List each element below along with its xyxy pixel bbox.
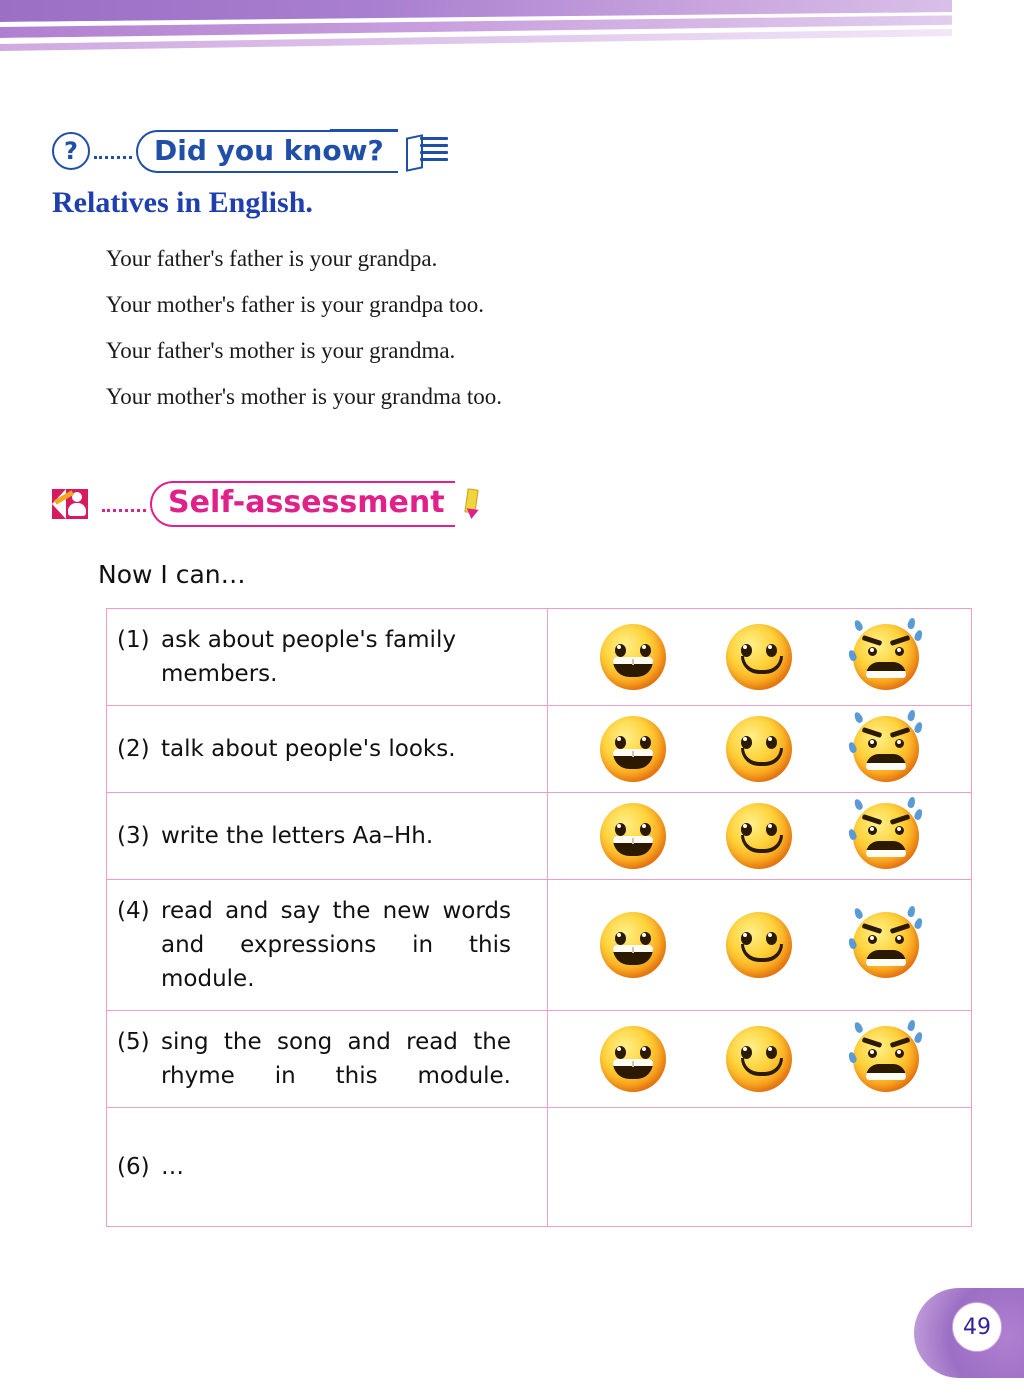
item-number: (4) bbox=[117, 898, 150, 924]
rating-face-happy[interactable] bbox=[600, 1026, 666, 1092]
table-row bbox=[107, 1108, 972, 1227]
table-cell-statement bbox=[107, 1011, 548, 1108]
rating-face-happy[interactable] bbox=[600, 803, 666, 869]
open-book-icon bbox=[404, 134, 450, 168]
item-text: … bbox=[161, 1154, 184, 1180]
table-cell-statement bbox=[107, 880, 548, 1011]
now-i-can-prompt: Now I can… bbox=[98, 560, 246, 589]
relatives-section-title: Relatives in English. bbox=[52, 186, 313, 219]
rating-face-ok[interactable] bbox=[726, 803, 792, 869]
flag-person-icon bbox=[52, 487, 96, 521]
item-number: (1) bbox=[117, 627, 150, 653]
table-cell-rating bbox=[548, 880, 972, 1011]
table-cell-rating bbox=[548, 1011, 972, 1108]
page-top-banner bbox=[0, 0, 1024, 58]
table-cell-statement bbox=[107, 609, 548, 706]
rating-face-struggling[interactable] bbox=[853, 912, 919, 978]
rating-face-happy[interactable] bbox=[600, 624, 666, 690]
table-cell-rating bbox=[548, 609, 972, 706]
item-number: (5) bbox=[117, 1029, 150, 1055]
question-mark-icon: ? bbox=[52, 132, 90, 170]
self-assessment-header bbox=[52, 480, 485, 528]
rating-face-struggling[interactable] bbox=[853, 716, 919, 782]
rating-face-ok[interactable] bbox=[726, 1026, 792, 1092]
item-text: write the letters Aa–Hh. bbox=[161, 823, 434, 849]
rating-face-ok[interactable] bbox=[726, 912, 792, 978]
rating-face-happy[interactable] bbox=[600, 912, 666, 978]
rating-face-happy[interactable] bbox=[600, 716, 666, 782]
rating-face-ok[interactable] bbox=[726, 716, 792, 782]
rating-face-struggling[interactable] bbox=[853, 1026, 919, 1092]
item-number: (2) bbox=[117, 736, 150, 762]
item-number: (3) bbox=[117, 823, 150, 849]
table-cell-rating bbox=[548, 706, 972, 793]
item-text: ask about people's family members. bbox=[161, 627, 456, 687]
table-row bbox=[107, 609, 972, 706]
relatives-line: Your mother's mother is your grandma too. bbox=[106, 384, 502, 409]
relatives-line: Your father's father is your grandpa. bbox=[106, 246, 438, 271]
table-cell-statement bbox=[107, 706, 548, 793]
rating-face-struggling[interactable] bbox=[853, 624, 919, 690]
table-cell-rating bbox=[548, 793, 972, 880]
rating-face-ok[interactable] bbox=[726, 624, 792, 690]
item-text: talk about people's looks. bbox=[161, 736, 456, 762]
dotted-connector bbox=[94, 155, 132, 159]
table-row bbox=[107, 793, 972, 880]
table-row bbox=[107, 1011, 972, 1108]
table-cell-rating[interactable] bbox=[548, 1108, 972, 1227]
page-number: 49 bbox=[952, 1302, 1002, 1352]
rating-face-struggling[interactable] bbox=[853, 803, 919, 869]
did-you-know-title: Did you know? bbox=[136, 130, 398, 173]
did-you-know-header bbox=[52, 128, 450, 174]
self-assessment-title: Self-assessment bbox=[150, 481, 455, 527]
item-text: sing the song and read the rhyme in this module. bbox=[161, 1029, 511, 1089]
relatives-line: Your mother's father is your grandpa too. bbox=[106, 292, 485, 317]
self-assessment-table bbox=[106, 608, 972, 1227]
dotted-connector bbox=[102, 508, 146, 512]
table-cell-statement bbox=[107, 793, 548, 880]
table-cell-statement bbox=[107, 1108, 548, 1227]
table-row bbox=[107, 880, 972, 1011]
item-text: read and say the new words and expressions in this module. bbox=[161, 898, 511, 992]
relatives-list bbox=[106, 236, 502, 420]
table-row bbox=[107, 706, 972, 793]
pencil-icon bbox=[459, 487, 485, 521]
item-number: (6) bbox=[117, 1154, 150, 1180]
relatives-line: Your father's mother is your grandma. bbox=[106, 338, 456, 363]
